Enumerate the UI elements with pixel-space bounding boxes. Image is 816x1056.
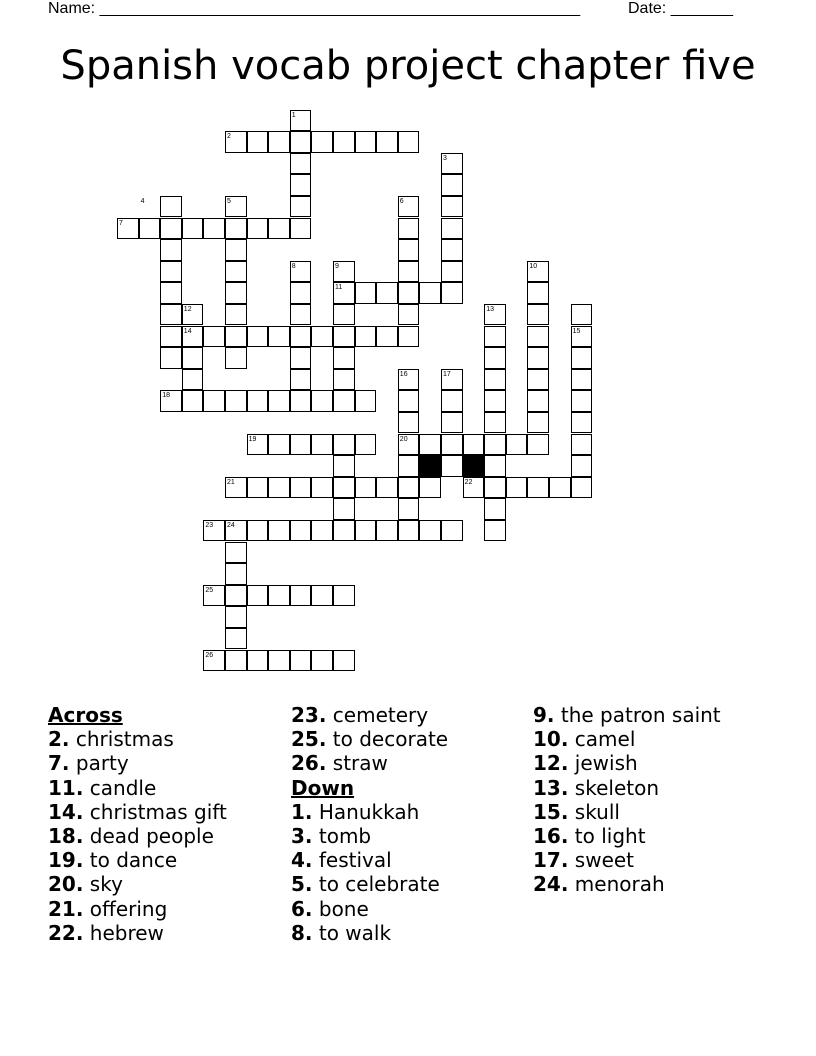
clue-item-number: 4. [291, 848, 313, 873]
clue-item-number: 10. [533, 727, 569, 752]
grid-cell[interactable] [311, 585, 333, 607]
grid-cell[interactable] [203, 390, 225, 412]
grid-cell[interactable] [527, 369, 549, 391]
clue-section-heading: Down [291, 775, 355, 800]
grid-cell[interactable] [355, 326, 377, 348]
grid-cell[interactable] [311, 390, 333, 412]
grid-cell[interactable] [333, 131, 355, 153]
grid-cell[interactable] [376, 520, 398, 542]
clue-item-text: Hanukkah [318, 799, 420, 824]
grid-cell[interactable] [247, 218, 269, 240]
grid-cell[interactable] [290, 347, 312, 369]
clue-column-3 [533, 703, 721, 897]
grid-cell[interactable] [160, 196, 182, 218]
grid-cell[interactable] [333, 650, 355, 672]
clue-item [291, 921, 448, 945]
clue-item-text: dead people [89, 823, 214, 848]
clue-item-number: 9. [533, 703, 555, 727]
grid-cell[interactable] [290, 477, 312, 499]
clue-item-text: to decorate [332, 727, 449, 752]
grid-cell[interactable] [484, 498, 506, 520]
grid-cell[interactable] [527, 304, 549, 326]
grid-cell[interactable] [160, 347, 182, 369]
grid-cell[interactable] [398, 455, 420, 477]
grid-cell[interactable] [268, 390, 290, 412]
clue-number: 4 [140, 197, 145, 205]
grid-cell[interactable] [247, 477, 269, 499]
clue-item-number: 8. [291, 920, 313, 945]
grid-cell[interactable] [527, 412, 549, 434]
grid-cell[interactable] [333, 369, 355, 391]
grid-cell[interactable] [268, 477, 290, 499]
grid-cell[interactable] [290, 304, 312, 326]
grid-cell[interactable] [160, 261, 182, 283]
clue-item-text: sweet [574, 848, 635, 873]
grid-cell[interactable] [571, 434, 593, 456]
grid-cell[interactable] [355, 390, 377, 412]
clue-item-text: offering [89, 896, 168, 921]
grid-cell[interactable] [376, 131, 398, 153]
clue-item [533, 872, 721, 896]
clue-number: 13 [486, 305, 494, 313]
grid-cell[interactable] [225, 628, 247, 650]
clue-item [533, 751, 721, 775]
grid-cell[interactable] [419, 434, 441, 456]
name-line: Name: ______________________________________________________ [48, 0, 581, 17]
clue-item-text: camel [574, 727, 636, 752]
clue-item-text: skull [574, 799, 620, 824]
clue-item-text: to light [574, 823, 646, 848]
grid-cell[interactable] [311, 326, 333, 348]
grid-cell[interactable] [225, 606, 247, 628]
grid-cell[interactable] [268, 650, 290, 672]
grid-cell[interactable] [355, 520, 377, 542]
grid-cell[interactable] [398, 390, 420, 412]
grid-cell[interactable] [506, 434, 528, 456]
clue-number: 12 [183, 305, 192, 313]
grid-cell[interactable] [247, 520, 269, 542]
grid-cell-black[interactable] [463, 455, 485, 477]
grid-cell[interactable] [268, 434, 290, 456]
grid-cell[interactable] [160, 218, 182, 240]
grid-cell[interactable] [225, 218, 247, 240]
clue-number: 15 [572, 327, 581, 335]
clue-item [48, 848, 227, 872]
grid-cell[interactable] [333, 477, 355, 499]
grid-cell[interactable] [441, 455, 463, 477]
grid-cell[interactable] [225, 239, 247, 261]
grid-cell[interactable] [290, 434, 312, 456]
grid-cell[interactable] [441, 261, 463, 283]
clue-item-number: 15. [533, 799, 569, 824]
grid-cell[interactable] [160, 304, 182, 326]
grid-cell[interactable] [484, 390, 506, 412]
clue-item-number: 1. [291, 799, 313, 824]
clue-item-number: 13. [533, 775, 569, 800]
clue-item-text: bone [318, 896, 369, 921]
grid-cell[interactable] [203, 326, 225, 348]
grid-cell[interactable] [182, 347, 204, 369]
grid-cell[interactable] [571, 369, 593, 391]
clue-item [48, 776, 227, 800]
grid-cell[interactable] [398, 131, 420, 153]
grid-cell[interactable] [484, 412, 506, 434]
grid-cell[interactable] [333, 390, 355, 412]
grid-cell[interactable] [419, 520, 441, 542]
grid-cell[interactable] [484, 477, 506, 499]
clue-number: 8 [291, 262, 296, 270]
clue-item-number: 2. [48, 727, 70, 752]
clue-item [533, 727, 721, 751]
clue-item-number: 24. [533, 872, 569, 897]
grid-cell[interactable] [527, 326, 549, 348]
clue-item-text: festival [318, 848, 392, 873]
clue-item-number: 14. [48, 799, 84, 824]
grid-cell[interactable] [311, 434, 333, 456]
grid-cell[interactable] [571, 477, 593, 499]
grid-cell[interactable] [268, 218, 290, 240]
clue-item-text: skeleton [574, 775, 660, 800]
clue-item [533, 848, 721, 872]
grid-cell[interactable] [290, 218, 312, 240]
grid-cell[interactable] [398, 304, 420, 326]
grid-cell[interactable] [225, 304, 247, 326]
grid-cell[interactable] [333, 304, 355, 326]
clue-item-number: 20. [48, 872, 84, 897]
grid-cell[interactable] [225, 650, 247, 672]
grid-cell[interactable] [182, 390, 204, 412]
grid-cell[interactable] [419, 282, 441, 304]
grid-cell[interactable] [333, 434, 355, 456]
clue-item [533, 703, 721, 727]
grid-cell[interactable] [441, 282, 463, 304]
grid-cell[interactable] [419, 477, 441, 499]
grid-cell[interactable] [398, 520, 420, 542]
grid-cell[interactable] [398, 477, 420, 499]
grid-cell[interactable] [247, 390, 269, 412]
grid-cell[interactable] [311, 131, 333, 153]
clue-item-text: christmas [75, 727, 174, 752]
grid-cell[interactable] [571, 304, 593, 326]
grid-cell[interactable] [290, 282, 312, 304]
clue-number: 6 [399, 197, 404, 205]
grid-cell[interactable] [441, 239, 463, 261]
clue-number: 20 [399, 435, 408, 443]
grid-cell[interactable] [376, 326, 398, 348]
clue-column-2 [291, 703, 448, 945]
grid-cell[interactable] [441, 196, 463, 218]
clue-item [291, 848, 448, 872]
clue-item-number: 5. [291, 872, 313, 897]
clue-item-text: to celebrate [318, 872, 440, 897]
grid-cell[interactable] [441, 174, 463, 196]
grid-cell[interactable] [290, 520, 312, 542]
clue-item-number: 3. [291, 823, 313, 848]
clue-number: 24 [227, 521, 235, 529]
clue-item-number: 23. [291, 703, 327, 727]
clue-item [48, 824, 227, 848]
grid-cell[interactable] [225, 326, 247, 348]
clue-item-text: cemetery [332, 703, 429, 727]
clue-item [291, 751, 448, 775]
clue-item [48, 921, 227, 945]
clue-number: 7 [119, 219, 123, 227]
grid-cell[interactable] [311, 650, 333, 672]
clue-item [291, 703, 448, 727]
clue-item-text: party [75, 751, 129, 776]
grid-cell[interactable] [355, 477, 377, 499]
grid-cell[interactable] [376, 282, 398, 304]
grid-cell[interactable] [247, 585, 269, 607]
clue-item [533, 800, 721, 824]
grid-cell[interactable] [376, 477, 398, 499]
clue-number: 11 [335, 284, 343, 292]
grid-cell[interactable] [398, 282, 420, 304]
grid-cell[interactable] [398, 239, 420, 261]
clue-item-number: 26. [291, 751, 327, 776]
grid-cell[interactable] [182, 369, 204, 391]
grid-cell[interactable] [441, 434, 463, 456]
grid-cell[interactable] [441, 390, 463, 412]
clue-item [48, 872, 227, 896]
grid-cell[interactable] [333, 520, 355, 542]
grid-cell[interactable] [484, 455, 506, 477]
grid-cell[interactable] [160, 239, 182, 261]
grid-cell[interactable] [484, 520, 506, 542]
grid-cell[interactable] [484, 347, 506, 369]
grid-cell[interactable] [290, 196, 312, 218]
grid-cell[interactable] [290, 174, 312, 196]
grid-cell[interactable] [225, 347, 247, 369]
grid-cell[interactable] [290, 650, 312, 672]
grid-cell[interactable] [225, 390, 247, 412]
clue-number: 16 [399, 370, 408, 378]
clue-item-text: the patron saint [560, 703, 721, 727]
clue-item-number: 7. [48, 751, 70, 776]
grid-cell[interactable] [506, 477, 528, 499]
grid-cell[interactable] [290, 390, 312, 412]
clue-item-text: menorah [574, 872, 665, 897]
grid-cell[interactable] [571, 347, 593, 369]
grid-cell[interactable] [333, 455, 355, 477]
clue-item-number: 12. [533, 751, 569, 776]
grid-cell[interactable] [527, 434, 549, 456]
grid-cell[interactable] [268, 326, 290, 348]
clue-item [48, 751, 227, 775]
grid-cell[interactable] [441, 412, 463, 434]
grid-cell[interactable] [398, 326, 420, 348]
clue-item-text: to dance [89, 848, 178, 873]
grid-cell[interactable] [441, 218, 463, 240]
grid-cell[interactable] [203, 218, 225, 240]
clue-number: 1 [291, 111, 296, 119]
grid-cell[interactable] [268, 131, 290, 153]
clue-item [48, 897, 227, 921]
grid-cell[interactable] [484, 434, 506, 456]
grid-cell-black[interactable] [419, 455, 441, 477]
clue-item-text: hebrew [89, 920, 164, 945]
grid-cell[interactable] [225, 542, 247, 564]
clue-number: 19 [248, 435, 257, 443]
grid-cell[interactable] [527, 282, 549, 304]
grid-cell[interactable] [247, 131, 269, 153]
clue-number: 17 [443, 370, 451, 378]
grid-cell[interactable] [139, 218, 161, 240]
grid-cell[interactable] [333, 585, 355, 607]
grid-cell[interactable] [290, 585, 312, 607]
grid-cell[interactable] [355, 282, 377, 304]
grid-cell[interactable] [268, 585, 290, 607]
grid-cell[interactable] [527, 347, 549, 369]
grid-cell[interactable] [441, 520, 463, 542]
clue-item-text: sky [89, 872, 123, 897]
date-line: Date: _______ [628, 0, 733, 17]
grid-cell[interactable] [160, 326, 182, 348]
grid-cell[interactable] [571, 455, 593, 477]
clue-item-text: straw [332, 751, 388, 776]
clue-item-number: 6. [291, 896, 313, 921]
grid-cell[interactable] [398, 261, 420, 283]
grid-cell[interactable] [484, 369, 506, 391]
clue-number: 3 [443, 154, 447, 162]
clue-item-number: 18. [48, 823, 84, 848]
clue-item-text: to walk [318, 920, 392, 945]
grid-cell[interactable] [290, 153, 312, 175]
grid-cell[interactable] [549, 477, 571, 499]
grid-cell[interactable] [311, 520, 333, 542]
grid-cell[interactable] [290, 326, 312, 348]
clue-number: 23 [205, 521, 214, 529]
clue-column-1 [48, 703, 227, 945]
clue-number: 2 [227, 133, 231, 141]
grid-cell[interactable] [355, 131, 377, 153]
page-title: Spanish vocab project chapter five [60, 43, 756, 89]
grid-cell[interactable] [398, 218, 420, 240]
clue-item-number: 25. [291, 727, 327, 752]
grid-cell[interactable] [247, 326, 269, 348]
clue-item [48, 800, 227, 824]
grid-cell[interactable] [225, 282, 247, 304]
clue-item [291, 727, 448, 751]
clue-number: 18 [162, 392, 170, 400]
grid-cell[interactable] [463, 434, 485, 456]
clue-number: 10 [529, 262, 538, 270]
clue-number: 26 [205, 651, 214, 659]
clue-item-text: jewish [574, 751, 638, 776]
clue-item [533, 776, 721, 800]
grid-cell[interactable] [290, 131, 312, 153]
grid-cell[interactable] [527, 477, 549, 499]
clue-item-number: 19. [48, 848, 84, 873]
grid-cell[interactable] [247, 650, 269, 672]
grid-cell[interactable] [290, 369, 312, 391]
clue-item [291, 897, 448, 921]
clue-number: 25 [205, 586, 214, 594]
clue-item-number: 16. [533, 823, 569, 848]
clue-item [533, 824, 721, 848]
grid-cell[interactable] [398, 412, 420, 434]
grid-cell[interactable] [225, 261, 247, 283]
clue-item [291, 824, 448, 848]
grid-cell[interactable] [333, 347, 355, 369]
clue-number: 14 [183, 327, 192, 335]
clue-item [291, 872, 448, 896]
clue-section-heading: Across [48, 703, 123, 727]
clue-item-number: 22. [48, 920, 84, 945]
grid-cell[interactable] [571, 412, 593, 434]
clue-item-text: christmas gift [89, 799, 227, 824]
grid-cell[interactable] [398, 498, 420, 520]
clue-item-text: candle [89, 775, 157, 800]
grid-cell[interactable] [333, 498, 355, 520]
grid-cell[interactable] [311, 477, 333, 499]
grid-cell[interactable] [160, 282, 182, 304]
clue-number: 22 [464, 478, 473, 486]
grid-cell[interactable] [182, 218, 204, 240]
clue-number: 5 [227, 197, 231, 205]
grid-cell[interactable] [225, 563, 247, 585]
clue-item [48, 727, 227, 751]
clue-number: 21 [227, 478, 235, 486]
grid-cell[interactable] [571, 390, 593, 412]
clue-item-number: 11. [48, 775, 84, 800]
grid-cell[interactable] [333, 326, 355, 348]
clue-number: 9 [335, 262, 339, 270]
grid-cell[interactable] [484, 326, 506, 348]
grid-cell[interactable] [268, 520, 290, 542]
clue-item-number: 17. [533, 848, 569, 873]
clue-item-number: 21. [48, 896, 84, 921]
grid-cell[interactable] [527, 390, 549, 412]
grid-cell[interactable] [355, 434, 377, 456]
clue-item [291, 800, 448, 824]
clue-item-text: tomb [318, 823, 372, 848]
grid-cell[interactable] [225, 585, 247, 607]
